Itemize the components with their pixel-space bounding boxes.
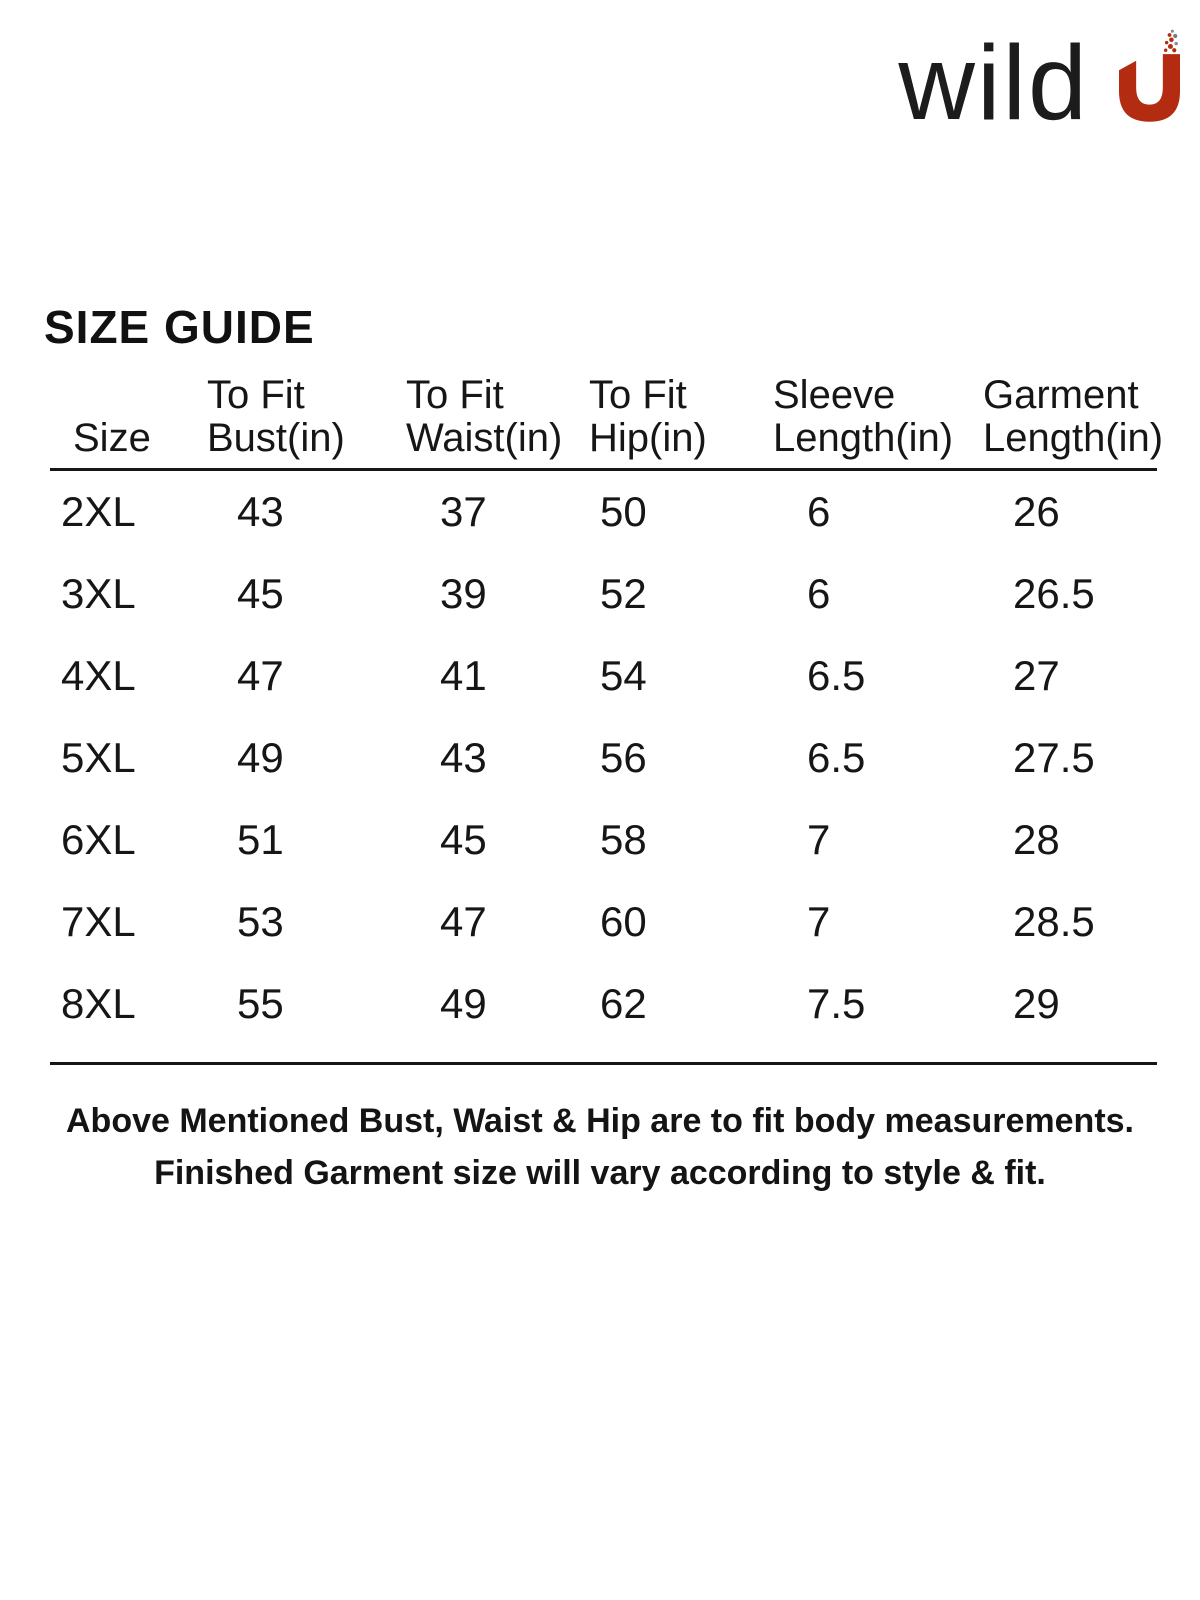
brand-logo-text: wild bbox=[898, 24, 1089, 142]
cell-garment: 27.5 bbox=[1013, 734, 1095, 781]
column-header-text: Length(in) bbox=[773, 415, 954, 460]
cell-waist: 47 bbox=[440, 898, 487, 945]
page-title: SIZE GUIDE bbox=[44, 301, 315, 353]
cell-hip: 60 bbox=[600, 898, 647, 945]
cell-bust: 51 bbox=[237, 816, 284, 863]
cell-size: 8XL bbox=[61, 980, 136, 1027]
cell-sleeve: 7 bbox=[807, 816, 831, 863]
measurement-note bbox=[0, 1104, 1200, 1207]
cell-hip: 54 bbox=[600, 652, 647, 699]
column-header-waist bbox=[400, 368, 585, 468]
cell-sleeve: 6 bbox=[807, 570, 831, 617]
cell-bust: 53 bbox=[237, 898, 284, 945]
column-header-text: To Fit bbox=[589, 372, 687, 417]
cell-bust: 55 bbox=[237, 980, 284, 1027]
column-header-bust bbox=[200, 368, 400, 468]
column-header-text: To Fit bbox=[406, 372, 504, 417]
cell-bust: 47 bbox=[237, 652, 284, 699]
cell-bust: 45 bbox=[237, 570, 284, 617]
column-header-sleeve bbox=[770, 368, 980, 468]
table-header-row bbox=[50, 368, 1164, 468]
cell-sleeve: 6.5 bbox=[807, 652, 866, 699]
cell-hip: 52 bbox=[600, 570, 647, 617]
column-header-garment bbox=[980, 368, 1164, 468]
cell-size: 5XL bbox=[61, 734, 136, 781]
cell-garment: 29 bbox=[1013, 980, 1060, 1027]
brand-logo-u-icon bbox=[1119, 28, 1180, 124]
cell-garment: 28.5 bbox=[1013, 898, 1095, 945]
column-header-text: Bust(in) bbox=[207, 415, 345, 460]
column-header-text: Garment bbox=[983, 372, 1139, 417]
cell-waist: 41 bbox=[440, 652, 487, 699]
cell-waist: 43 bbox=[440, 734, 487, 781]
cell-garment: 26.5 bbox=[1013, 570, 1095, 617]
cell-bust: 49 bbox=[237, 734, 284, 781]
brand-logo bbox=[898, 24, 1180, 142]
cell-sleeve: 7 bbox=[807, 898, 831, 945]
cell-size: 4XL bbox=[61, 652, 136, 699]
column-header-text: Sleeve bbox=[773, 372, 896, 417]
column-header-text: To Fit bbox=[207, 372, 305, 417]
cell-hip: 56 bbox=[600, 734, 647, 781]
cell-sleeve: 6.5 bbox=[807, 734, 866, 781]
cell-garment: 28 bbox=[1013, 816, 1060, 863]
cell-garment: 26 bbox=[1013, 488, 1060, 535]
cell-garment: 27 bbox=[1013, 652, 1060, 699]
cell-hip: 58 bbox=[600, 816, 647, 863]
cell-waist: 37 bbox=[440, 488, 487, 535]
note-line-2: Finished Garment size will vary according to style & fit. bbox=[154, 1153, 1046, 1192]
cell-size: 7XL bbox=[61, 898, 136, 945]
cell-waist: 45 bbox=[440, 816, 487, 863]
column-header-size bbox=[50, 368, 200, 468]
cell-size: 3XL bbox=[61, 570, 136, 617]
size-table-body bbox=[50, 468, 1157, 1065]
cell-waist: 49 bbox=[440, 980, 487, 1027]
cell-waist: 39 bbox=[440, 570, 487, 617]
cell-hip: 62 bbox=[600, 980, 647, 1027]
cell-sleeve: 7.5 bbox=[807, 980, 866, 1027]
column-header-text: Length(in) bbox=[983, 415, 1164, 460]
column-header-text: Waist(in) bbox=[406, 415, 563, 460]
column-header-hip bbox=[585, 368, 770, 468]
cell-hip: 50 bbox=[600, 488, 647, 535]
cell-sleeve: 6 bbox=[807, 488, 831, 535]
cell-size: 2XL bbox=[61, 488, 136, 535]
note-line-1: Above Mentioned Bust, Waist & Hip are to fit body measurements. bbox=[66, 1102, 1134, 1140]
cell-bust: 43 bbox=[237, 488, 284, 535]
cell-size: 6XL bbox=[61, 816, 136, 863]
column-header-text: Hip(in) bbox=[589, 415, 707, 460]
column-header-text: Size bbox=[73, 415, 151, 460]
